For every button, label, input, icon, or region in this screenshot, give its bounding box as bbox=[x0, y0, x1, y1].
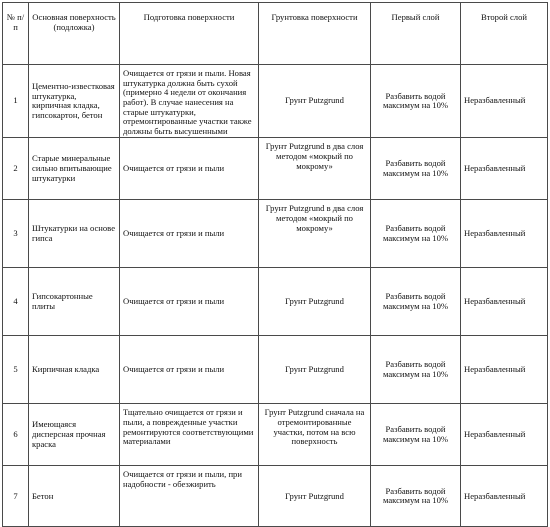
base-surface-cell: Цементно-известковая штукатурка, кирпичная кладка, гипсокартон, бетон bbox=[29, 65, 120, 138]
second-coat-cell: Неразбавленный bbox=[461, 268, 548, 336]
header-first-coat: Первый слой bbox=[371, 3, 461, 65]
header-row bbox=[3, 3, 548, 65]
primer-cell: Грунт Putzgrund в два слоя методом «мокрый по мокрому» bbox=[259, 138, 371, 200]
header-surface-preparation: Подготовка поверхности bbox=[120, 3, 259, 65]
header-second-coat: Второй слой bbox=[461, 3, 548, 65]
primer-cell: Грунт Putzgrund bbox=[259, 336, 371, 404]
second-coat-cell: Неразбавленный bbox=[461, 466, 548, 527]
second-coat-cell: Неразбавленный bbox=[461, 138, 548, 200]
table-row bbox=[3, 404, 548, 466]
row-number: 5 bbox=[3, 336, 29, 404]
header-number: № п/п bbox=[3, 3, 29, 65]
row-number: 1 bbox=[3, 65, 29, 138]
row-number: 7 bbox=[3, 466, 29, 527]
second-coat-cell: Неразбавленный bbox=[461, 336, 548, 404]
preparation-cell: Очищается от грязи и пыли. Новая штукатурка должна быть сухой (примерно 4 недели от окончания работ). В случае нанесения на старые штукатурки, отремонтированные участки также должны быть высушенными bbox=[120, 65, 259, 138]
preparation-cell: Очищается от грязи и пыли bbox=[120, 268, 259, 336]
first-coat-cell: Разбавить водой максимум на 10% bbox=[371, 65, 461, 138]
preparation-cell: Очищается от грязи и пыли bbox=[120, 138, 259, 200]
row-number: 4 bbox=[3, 268, 29, 336]
primer-cell: Грунт Putzgrund сначала на отремонтированные участки, потом на всю поверхность bbox=[259, 404, 371, 466]
first-coat-cell: Разбавить водой максимум на 10% bbox=[371, 466, 461, 527]
table-row bbox=[3, 336, 548, 404]
first-coat-cell: Разбавить водой максимум на 10% bbox=[371, 336, 461, 404]
first-coat-cell: Разбавить водой максимум на 10% bbox=[371, 138, 461, 200]
first-coat-cell: Разбавить водой максимум на 10% bbox=[371, 268, 461, 336]
row-number: 2 bbox=[3, 138, 29, 200]
base-surface-cell: Штукатурки на основе гипса bbox=[29, 200, 120, 268]
primer-cell: Грунт Putzgrund bbox=[259, 65, 371, 138]
primer-cell: Грунт Putzgrund в два слоя методом «мокрый по мокрому» bbox=[259, 200, 371, 268]
primer-cell: Грунт Putzgrund bbox=[259, 466, 371, 527]
base-surface-cell: Имеющаяся дисперсная прочная краска bbox=[29, 404, 120, 466]
table-row bbox=[3, 65, 548, 138]
preparation-cell: Очищается от грязи и пыли bbox=[120, 200, 259, 268]
row-number: 3 bbox=[3, 200, 29, 268]
second-coat-cell: Неразбавленный bbox=[461, 65, 548, 138]
row-number: 6 bbox=[3, 404, 29, 466]
table-row bbox=[3, 200, 548, 268]
preparation-cell: Тщательно очищается от грязи и пыли, а поврежденные участки ремонтируются соответствующими материалами bbox=[120, 404, 259, 466]
base-surface-cell: Кирпичная кладка bbox=[29, 336, 120, 404]
base-surface-cell: Гипсокартонные плиты bbox=[29, 268, 120, 336]
header-base-surface: Основная поверхность (подложка) bbox=[29, 3, 120, 65]
surface-treatment-table bbox=[2, 2, 548, 527]
preparation-cell: Очищается от грязи и пыли bbox=[120, 336, 259, 404]
second-coat-cell: Неразбавленный bbox=[461, 404, 548, 466]
table-row bbox=[3, 268, 548, 336]
table-row bbox=[3, 138, 548, 200]
preparation-cell: Очищается от грязи и пыли, при надобности - обезжирить bbox=[120, 466, 259, 527]
header-surface-primer: Грунтовка поверхности bbox=[259, 3, 371, 65]
table-row bbox=[3, 466, 548, 527]
base-surface-cell: Бетон bbox=[29, 466, 120, 527]
primer-cell: Грунт Putzgrund bbox=[259, 268, 371, 336]
base-surface-cell: Старые минеральные сильно впитывающие штукатурки bbox=[29, 138, 120, 200]
second-coat-cell: Неразбавленный bbox=[461, 200, 548, 268]
first-coat-cell: Разбавить водой максимум на 10% bbox=[371, 404, 461, 466]
first-coat-cell: Разбавить водой максимум на 10% bbox=[371, 200, 461, 268]
